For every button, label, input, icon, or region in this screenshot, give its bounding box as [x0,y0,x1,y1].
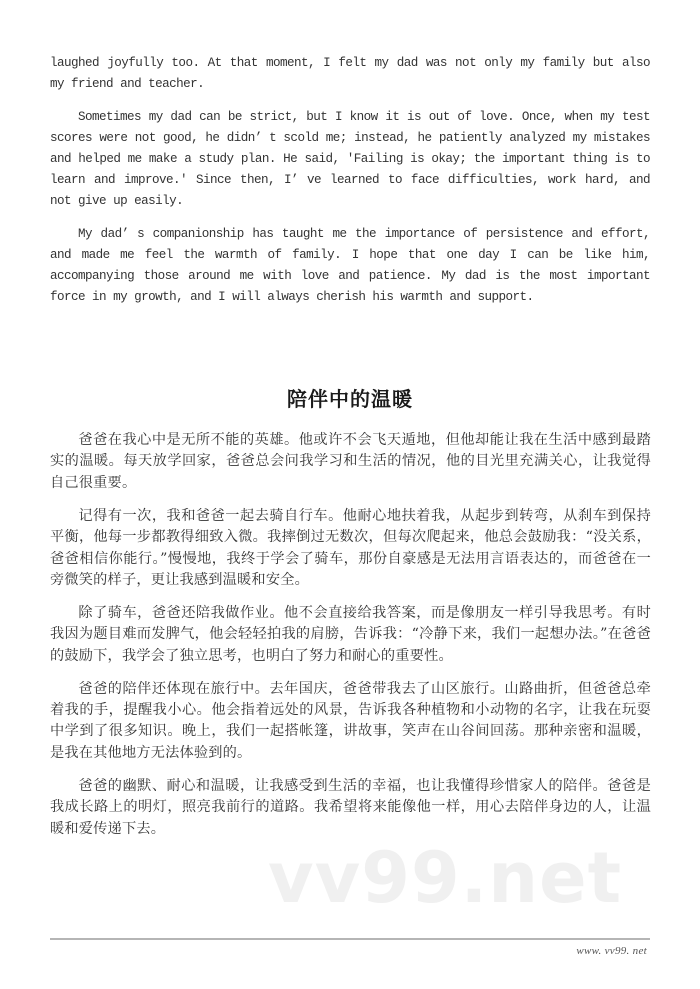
watermark-logo: vv99.net [268,837,623,919]
english-paragraph-2: Sometimes my dad can be strict, but I know it is out of love. Once, when my test scores were not good, he didn’ t scold me; instead, he patiently analyzed my mistakes and helped me make a study plan. He said, 'Failing is okay; the important thing is to learn and improve.' Since then, I’ ve learned to face difficulties, work hard, and not give up easily. [50,110,650,208]
chinese-paragraph-1: 爸爸在我心中是无所不能的英雄。他或许不会飞天遁地，但他却能让我在生活中感到最踏实的温暖。每天放学回家，爸爸总会问我学习和生活的情况，他的目光里充满关心，让我觉得自己很重要。 [50,432,651,491]
chinese-paragraph-4: 爸爸的陪伴还体现在旅行中。去年国庆，爸爸带我去了山区旅行。山路曲折，但爸爸总牵着我的手，提醒我小心。他会指着远处的风景，告诉我各种植物和小动物的名字，让我在玩耍中学到了很多知识。晚上，我们一起搭帐篷，讲故事，笑声在山谷间回荡。那种亲密和温暖，是我在其他地方无法体验到的。 [50,680,651,761]
english-paragraph-1: laughed joyfully too. At that moment, I felt my dad was not only my family but also my friend and teacher. [50,56,650,91]
english-essay-continuation [50,53,650,320]
chinese-essay-title: 陪伴中的温暖 [287,387,413,411]
footer-divider [50,938,650,940]
english-paragraph-3: My dad’ s companionship has taught me the importance of persistence and effort, and made me feel the warmth of family. I hope that one day I can be like him, accompanying those around me with love and patience. My dad is the most important force in my growth, and I will always cherish his warmth and support. [50,227,650,304]
chinese-paragraph-5: 爸爸的幽默、耐心和温暖，让我感受到生活的幸福，也让我懂得珍惜家人的陪伴。爸爸是我成长路上的明灯，照亮我前行的道路。我希望将来能像他一样，用心去陪伴身边的人，让温暖和爱传递下去。 [50,777,651,837]
chinese-essay-body [50,430,651,851]
chinese-paragraph-2: 记得有一次，我和爸爸一起去骑自行车。他耐心地扶着我，从起步到转弯，从刹车到保持平衡，他每一步都教得细致入微。我摔倒过无数次，但每次爬起来，他总会鼓励我：“没关系，爸爸相信你能行。”慢慢地，我终于学会了骑车，那份自豪感是无法用言语表达的，而爸爸在一旁微笑的样子，更让我感到温暖和安全。 [50,507,651,588]
footer-url: www. vv99. net [576,945,647,957]
chinese-paragraph-3: 除了骑车，爸爸还陪我做作业。他不会直接给我答案，而是像朋友一样引导我思考。有时我因为题目难而发脾气，他会轻轻拍我的肩膀，告诉我：“冷静下来，我们一起想办法。”在爸爸的鼓励下，我学会了独立思考，也明白了努力和耐心的重要性。 [50,604,651,664]
